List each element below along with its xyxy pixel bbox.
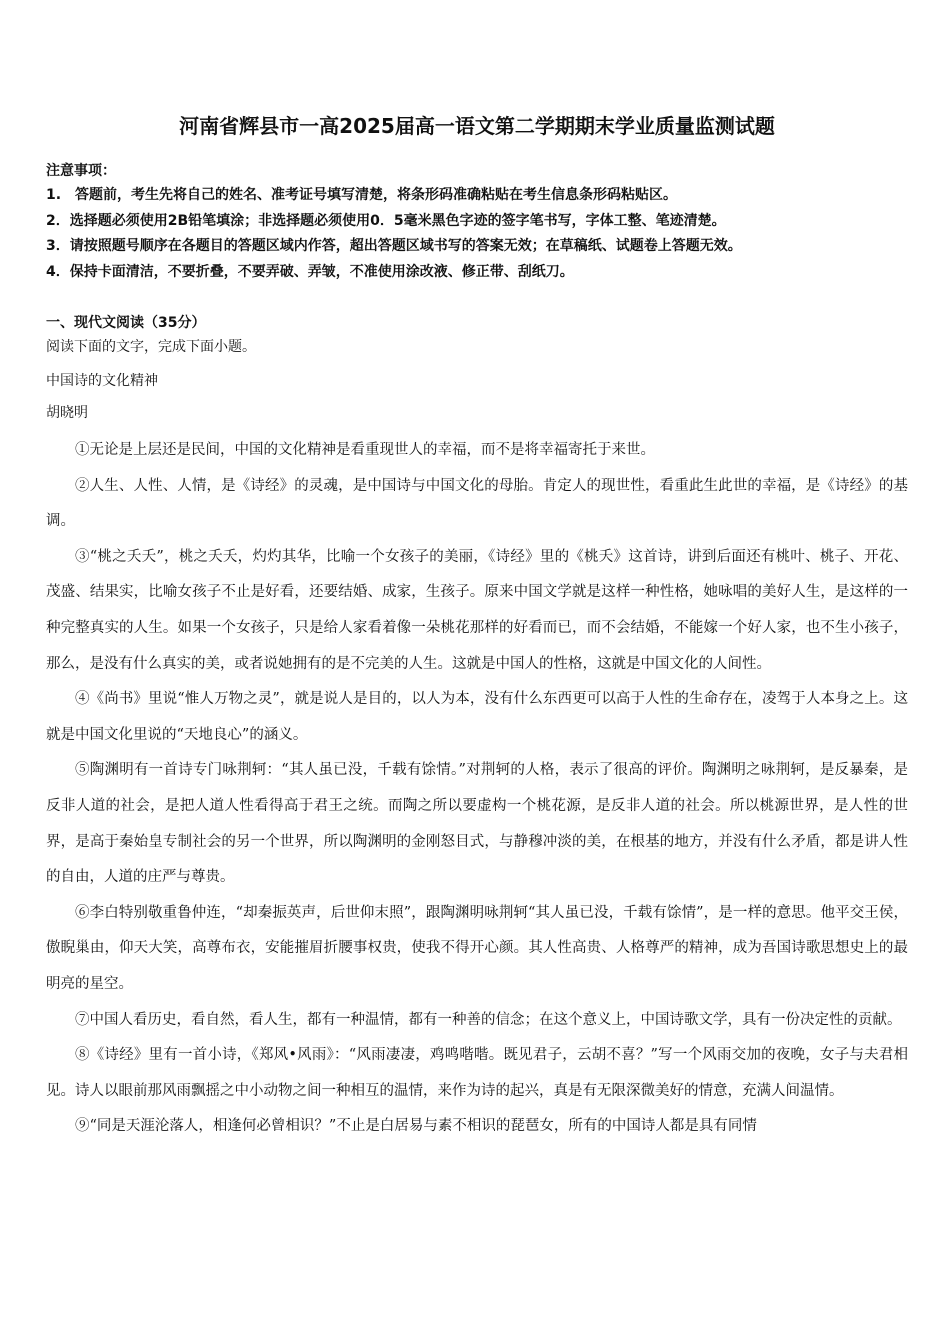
notice-item: 2．选择题必须使用2B铅笔填涂；非选择题必须使用0．5毫米黑色字迹的签字笔书写，字体工整、笔迹清楚。	[46, 212, 726, 229]
article-title: 中国诗的文化精神	[46, 373, 158, 389]
section-heading: 一、现代文阅读（35分）	[46, 315, 206, 331]
paragraph: ③“桃之夭夭”，桃之夭夭，灼灼其华，比喻一个女孩子的美丽，《诗经》里的《桃夭》这首诗，讲到后面还有桃叶、桃子、开花、茂盛、结果实，比喻女孩子不止是好看，还要结婚、成家，生孩子。原来中国文学就是这样一种性格，她咏唱的美好人生，是这样的一种完整真实的人生。如果一个女孩子，只是给人家看着像一朵桃花那样的好看而已，而不会结婚，不能嫁一个好人家，也不生小孩子，那么，是没有什么真实的美，或者说她拥有的是不完美的人生。这就是中国人的性格，这就是中国文化的人间性。	[46, 548, 908, 672]
paragraph: ⑨“同是天涯沦落人，相逢何必曾相识？”不止是白居易与素不相识的琵琶女，所有的中国诗人都是具有同情	[75, 1118, 757, 1135]
notice-item: 1. 答题前，考生先将自己的姓名、准考证号填写清楚，将条形码准确粘贴在考生信息条形码粘贴区。	[46, 187, 678, 203]
paragraph: ①无论是上层还是民间，中国的文化精神是看重现世人的幸福，而不是将幸福寄托于来世。	[75, 442, 655, 458]
article-author: 胡晓明	[46, 405, 88, 421]
notice-heading: 注意事项：	[46, 163, 116, 179]
exam-page	[46, 110, 908, 1145]
paragraph: ⑥李白特别敬重鲁仲连，“却秦振英声，后世仰末照”，跟陶渊明咏荆轲“其人虽已没，千载有馀情”，是一样的意思。他平交王侯，傲睨巢由，仰天大笑，高尊布衣，安能摧眉折腰事权贵，使我不得开心颜。其人性高贵、人格尊严的精神，成为吾国诗歌思想史上的最明亮的星空。	[46, 904, 908, 992]
paragraph: ⑤陶渊明有一首诗专门咏荆轲：“其人虽已没，千载有馀情。”对荆轲的人格，表示了很高的评价。陶渊明之咏荆轲，是反暴秦，是反非人道的社会，是把人道人性看得高于君王之统。而陶之所以要虚构一个桃花源，是反非人道的社会。所以桃源世界，是人性的世界，是高于秦始皇专制社会的另一个世界，所以陶渊明的金刚怒目式，与静穆冲淡的美，在根基的地方，并没有什么矛盾，都是讲人性的自由，人道的庄严与尊贵。	[46, 762, 908, 886]
paragraph: ②人生、人性、人情，是《诗经》的灵魂，是中国诗与中国文化的母胎。肯定人的现世性，看重此生此世的幸福，是《诗经》的基调。	[46, 477, 908, 530]
paragraph: ④《尚书》里说“惟人万物之灵”，就是说人是目的，以人为本，没有什么东西更可以高于人性的生命存在，凌驾于人本身之上。这就是中国文化里说的“天地良心”的涵义。	[46, 691, 908, 743]
notice-list	[46, 183, 908, 285]
paragraph: ⑦中国人看历史，看自然，看人生，都有一种温情，都有一种善的信念；在这个意义上，中国诗歌文学，具有一份决定性的贡献。	[75, 1011, 902, 1028]
notice-item: 4．保持卡面清洁，不要折叠，不要弄破、弄皱，不准使用涂改液、修正带、刮纸刀。	[46, 263, 574, 280]
article-body	[46, 433, 908, 1145]
notice-item: 3．请按照题号顺序在各题目的答题区域内作答，超出答题区域书写的答案无效；在草稿纸、试题卷上答题无效。	[46, 238, 742, 254]
reading-instruction: 阅读下面的文字，完成下面小题。	[46, 339, 256, 355]
exam-title: 河南省辉县市一高2025届高一语文第二学期期末学业质量监测试题	[179, 114, 775, 138]
paragraph: ⑧《诗经》里有一首小诗，《郑风•风雨》：“风雨凄凄，鸡鸣喈喈。既见君子，云胡不喜？”写一个风雨交加的夜晚，女子与夫君相见。诗人以眼前那风雨飘摇之中小动物之间一种相互的温情，来作为诗的起兴，真是有无限深微美好的情意，充满人间温情。	[46, 1047, 908, 1099]
